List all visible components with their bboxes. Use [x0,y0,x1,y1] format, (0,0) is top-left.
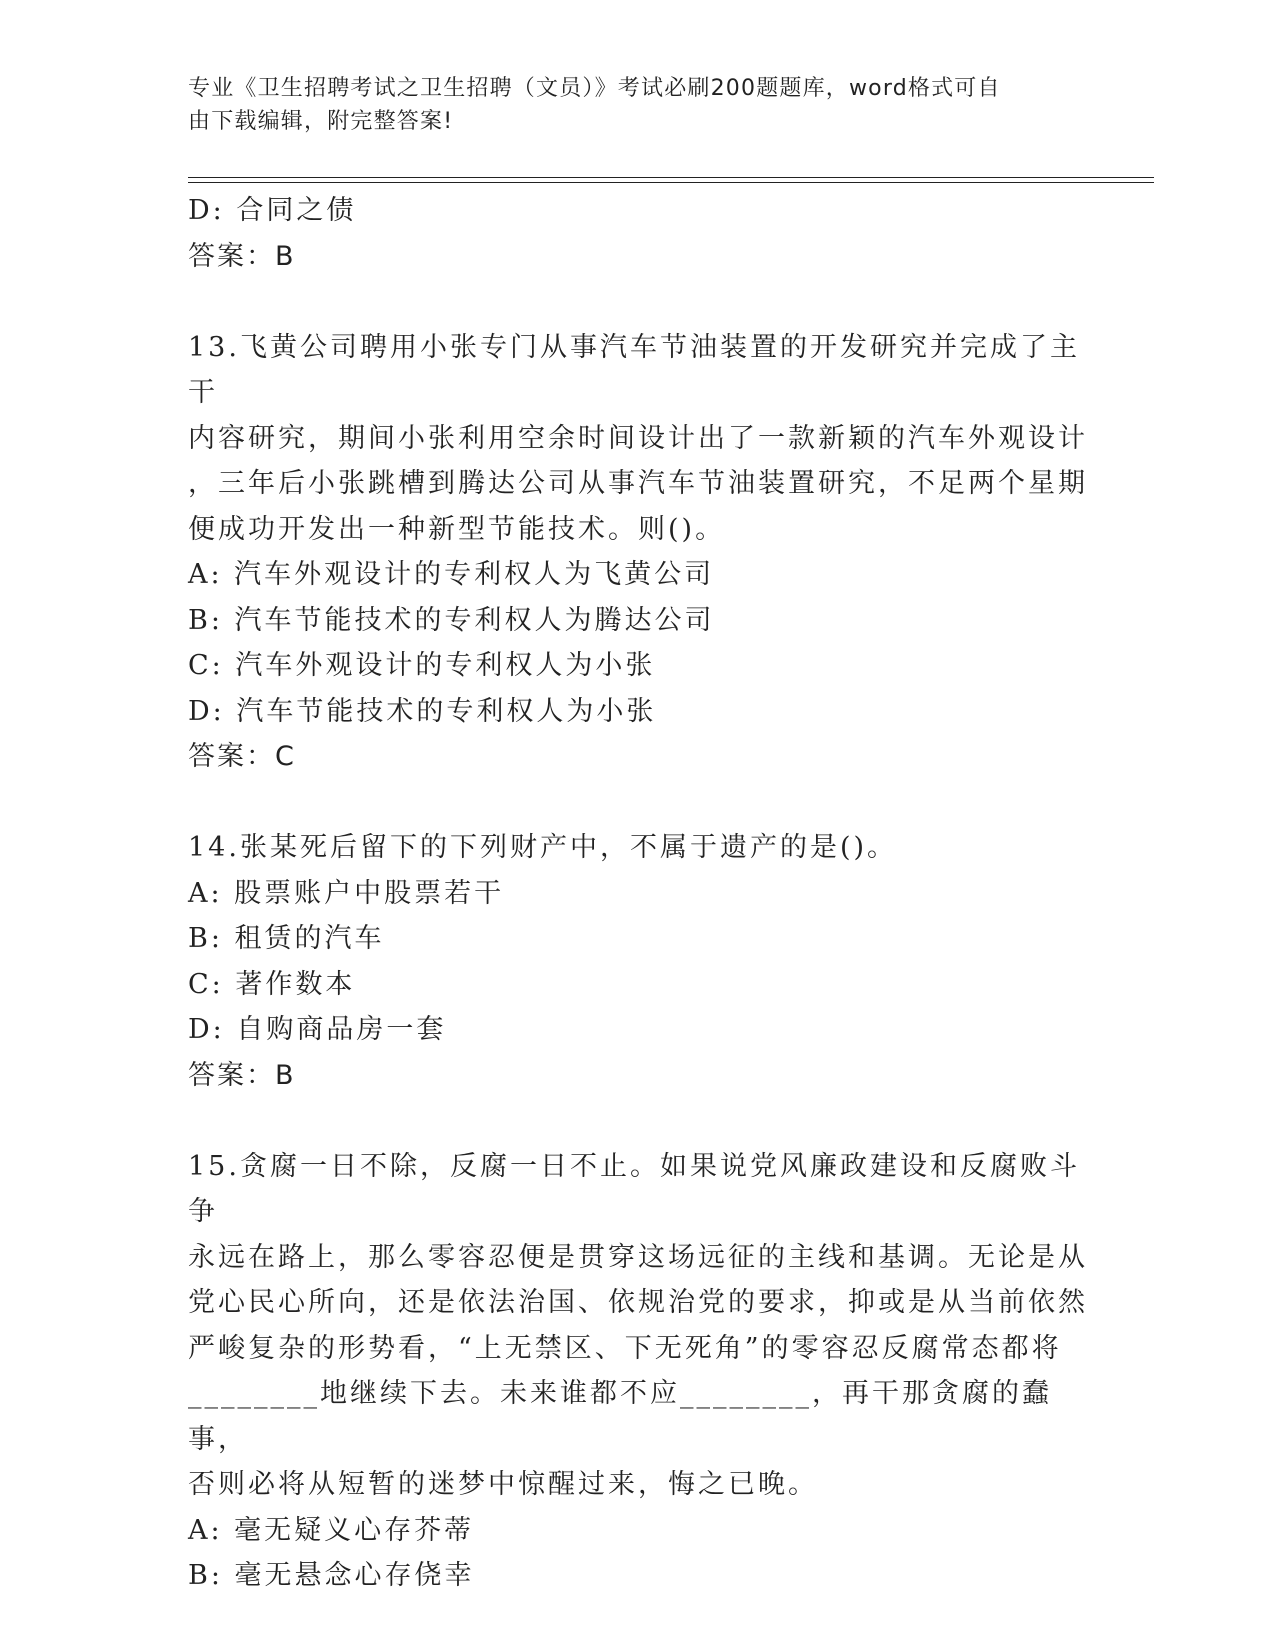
q13-stem-line: 便成功开发出一种新型节能技术。则()。 [188,513,726,545]
q13-option-c: C: 汽车外观设计的专利权人为小张 [188,650,656,681]
q12-answer: 答案：B [188,240,296,272]
spacer [188,279,1088,325]
question-13 [188,325,1088,780]
q13-stem-line: ，三年后小张跳槽到腾达公司从事汽车节油装置研究，不足两个星期 [188,468,1088,499]
header-rule-top [188,177,1154,178]
q13-answer: 答案：C [188,741,296,772]
q15-option-b: B: 毫无悬念心存侥幸 [188,1560,475,1591]
spacer [188,780,1088,826]
q15-stem-line: 否则必将从短暂的迷梦中惊醒过来，悔之已晚。 [188,1469,818,1500]
spacer [188,1098,1088,1144]
q14-option-a: A: 股票账户中股票若干 [188,877,505,909]
q15-stem-line: 严峻复杂的形势看，“上无禁区、下无死角”的零容忍反腐常态都将 [188,1332,1062,1364]
q13-stem-line: 内容研究，期间小张利用空余时间设计出了一款新颖的汽车外观设计 [188,422,1088,454]
q13-option-b: B: 汽车节能技术的专利权人为腾达公司 [188,604,715,636]
q14-option-b: B: 租赁的汽车 [188,923,385,954]
q12-option-d: D: 合同之债 [188,195,357,226]
q15-stem-line: ________地继续下去。未来谁都不应________，再干那贪腐的蠢事， [188,1378,1052,1455]
question-15 [188,1144,1088,1599]
q15-stem-line: 15.贪腐一日不除，反腐一日不止。如果说党风廉政建设和反腐败斗争 [188,1150,1080,1227]
q14-answer: 答案：B [188,1059,296,1091]
q13-stem-line: 13.飞黄公司聘用小张专门从事汽车节油装置的开发研究并完成了主干 [188,331,1080,408]
q13-option-d: D: 汽车节能技术的专利权人为小张 [188,695,657,727]
document-body [188,188,1088,1599]
question-14 [188,825,1088,1098]
q15-stem-line: 永远在路上，那么零容忍便是贯穿这场远征的主线和基调。无论是从 [188,1241,1088,1273]
page-header [188,72,1068,138]
q13-option-a: A: 汽车外观设计的专利权人为飞黄公司 [188,559,715,590]
q14-option-c: C: 著作数本 [188,968,356,1000]
header-line-1: 专业《卫生招聘考试之卫生招聘（文员）》考试必刷200题题库，word格式可自 [188,76,1001,101]
q14-stem-line: 14.张某死后留下的下列财产中，不属于遗产的是()。 [188,832,898,863]
q14-option-d: D: 自购商品房一套 [188,1014,447,1045]
header-line-2: 由下载编辑，附完整答案! [188,109,454,134]
q15-option-a: A: 毫无疑义心存芥蒂 [188,1514,475,1546]
q15-stem-line: 党心民心所向，还是依法治国、依规治党的要求，抑或是从当前依然 [188,1287,1088,1318]
header-rule-bottom [188,182,1154,183]
